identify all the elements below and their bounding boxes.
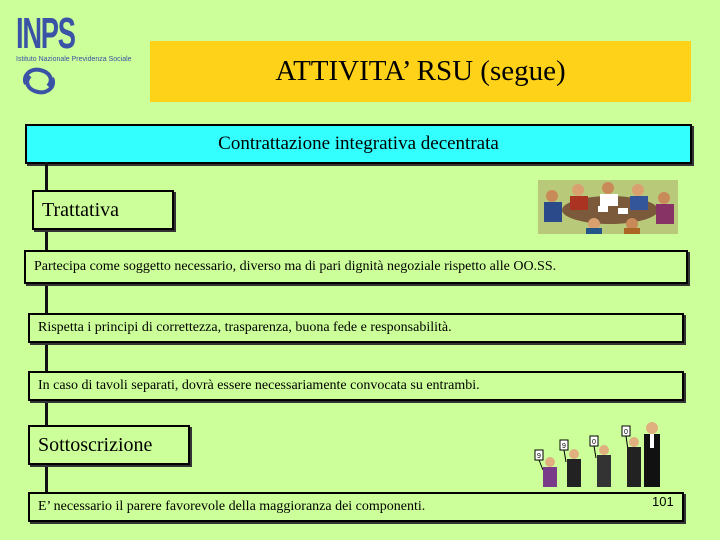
trattativa-point-2: Rispetta i principi di correttezza, trasparenza, buona fede e responsabilità.: [28, 313, 684, 343]
trattativa-heading: Trattativa: [32, 190, 174, 230]
svg-text:9: 9: [562, 443, 566, 450]
svg-text:9: 9: [537, 453, 541, 460]
inps-logo-subtitle: Istituto Nazionale Previdenza Sociale: [16, 56, 132, 63]
svg-text:0: 0: [624, 429, 628, 436]
trattativa-point-1: Partecipa come soggetto necessario, diverso ma di pari dignità negoziale rispetto alle OO.SS.: [24, 250, 688, 284]
connector-line: [45, 232, 48, 250]
connector-line: [45, 285, 48, 313]
sottoscrizione-heading: Sottoscrizione: [28, 425, 190, 465]
meeting-clipart-icon: [538, 180, 678, 234]
slide-title: ATTIVITA’ RSU (segue): [150, 41, 691, 102]
connector-line: [45, 343, 48, 371]
inps-logo-text: INPS: [16, 9, 75, 58]
connector-line: [45, 162, 48, 190]
trattativa-point-3: In caso di tavoli separati, dovrà essere necessariamente convocata su entrambi.: [28, 371, 684, 401]
sottoscrizione-point: E’ necessario il parere favorevole della maggioranza dei componenti.: [28, 492, 684, 522]
voting-people-clipart-icon: [530, 420, 680, 488]
section-header: Contrattazione integrativa decentrata: [25, 124, 692, 164]
svg-text:0: 0: [592, 439, 596, 446]
connector-line: [45, 401, 48, 425]
connector-line: [45, 466, 48, 492]
inps-logo-swirl-icon: [20, 66, 58, 96]
page-number: 101: [652, 494, 674, 509]
